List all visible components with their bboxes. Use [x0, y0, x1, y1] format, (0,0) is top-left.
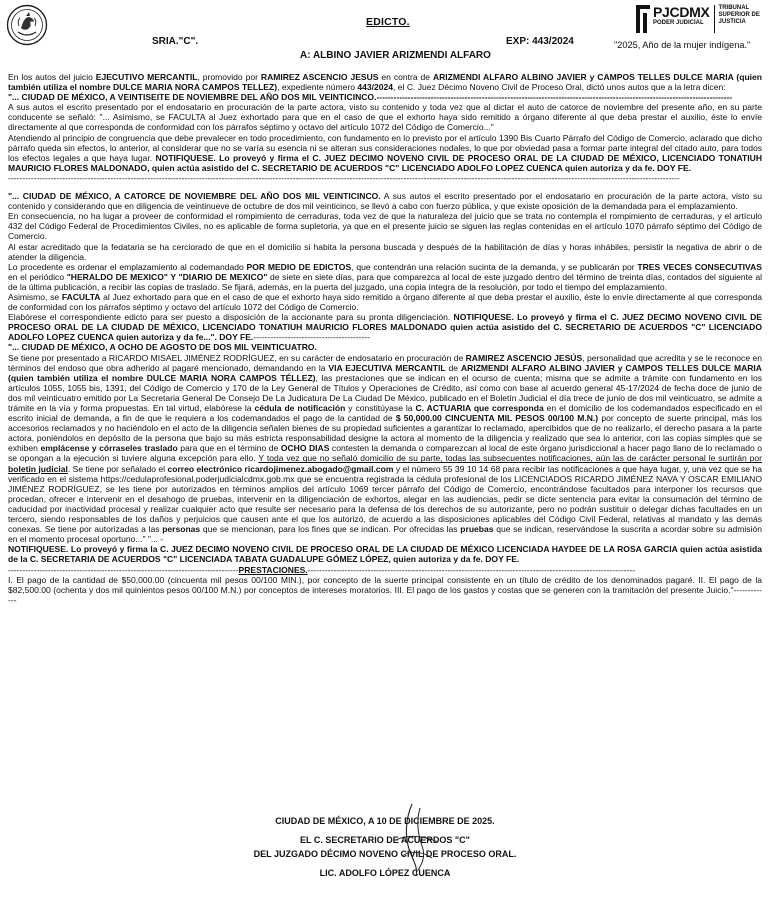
paragraph-5: En consecuencia, no ha lugar a proveer de conformidad el rompimiento de cerraduras, toda vez de que la naturaleza del juicio que se trata no contempla el rompimiento de cerraduras, y el artículo 432 del Código Federal de Procedimientos Civiles, no es aplicable de forma supletoria, ya que en el presente juicio se siguen las reglas contenidas en el artículo 1070 párrafo séptimo del Código de Comercio.	[8, 211, 762, 242]
footer-secretary-title: EL C. SECRETARIO DE ACUERDOS "C"	[300, 835, 470, 845]
paragraph-11: NOTIFIQUESE. Lo proveyó y firma la C. JUEZ DECIMO NOVENO CIVIL DE PROCESO ORAL DE LA CIUDAD DE MÉXICO LICENCIADA HAYDEE DE LA ROSA GARCIA quien actúa asistida de la C. SECRETARIA DE ACUERDOS "C" LICENCIADA TABATA GUADALUPE GÓMEZ LÓPEZ, quien autoriza y da fe. DOY FE.	[8, 544, 762, 565]
paragraph-8: Asimismo, se FACULTA al Juez exhortado para que en el caso de que el exhorto haya sido remitido a órgano diferente al que deba prestar el auxilio, éste lo envíe directamente al que corresponda de conformidad con los párrafos séptimo y octavo del artículo 1072 del Código de Comercio.	[8, 291, 762, 313]
footer-court-name: DEL JUZGADO DÉCIMO NOVENO CIVIL DE PROCESO ORAL.	[253, 849, 517, 859]
order-heading-1: "... CIUDAD DE MÉXICO, A VEINTISEITE DE NOVIEMBRE DEL AÑO DOS MIL VEINTICINCO.-----------------------------------------------------------------------------------------------------------------------------	[8, 92, 733, 103]
order-heading-3: "... CIUDAD DE MÉXICO, A OCHO DE AGOSTO DE DOS MIL VEINTICUATRO.	[8, 342, 317, 353]
coat-of-arms-seal	[6, 4, 48, 46]
paragraph-6: Al estar acreditado que la fedataria se ha cerciorado de que en el domicilio si habita la persona buscada y después de la habilitación de días y horas inhábiles, persistir la negativa de abrir o de atender la diligencia.	[8, 241, 762, 262]
paragraph-12: I. El pago de la cantidad de $50,000.00 (cincuenta mil pesos 00/100 MIN.), por concepto de la suerte principal consistente en un título de crédito de los denominados pagaré. II. El pago de la $82,500.00 (ochenta y dos mil quinientos pesos 00/100 M.N.) por conceptos de intereses moratorios. III. El pago de los gastos y costas que se generen con la tramitación del presente Juicio."-------------	[8, 574, 762, 605]
logo-right-text: TRIBUNAL SUPERIOR DE JUSTICIA	[718, 5, 760, 25]
addressee: A: ALBINO JAVIER ARIZMENDI ALFARO	[300, 50, 491, 61]
intro-paragraph: En los autos del juicio EJECUTIVO MERCANTIL, promovido por RAMIREZ ASCENCIO JESUS en contra de ARIZMENDI ALFARO ALBINO JAVIER y CAMPOS TELLES DULCE MARIA (quien también utiliza el nombre DULCE MARIA NORA CAMPOS TELLEZ), expediente número 443/2024, el C. Juez Décimo Noveno Civil de Proceso Oral, dictó unos autos que a la letra dicen:	[8, 72, 763, 93]
paragraph-2: A sus autos el escrito presentado por el endosatario en procuración de la parte actora, visto su contenido y toda vez que al dictar el auto de catorce de noviembre del presente año, en su parte conducente se señaló: "... Asimismo, se FACULTA al Juez exhortado para que en el caso de que el exhorto haya sido remitido a órgano diferente al que deba prestar el auxilio, éste lo envíe directamente al que corresponda de conformidad con los párrafos séptimo y octavo del artículo 1072 del Código de Comercio..."	[8, 102, 762, 133]
logo-sub-text: PODER JUDICIAL	[653, 20, 704, 26]
document-title: EDICTO.	[366, 16, 410, 28]
paragraph-7: Lo procedente es ordenar el emplazamiento al codemandado POR MEDIO DE EDICTOS, que contendrán una relación sucinta de la demanda, y se publicarán por TRES VECES CONSECUTIVAS en el periódico "HERALDO DE MEXICO" Y "DIARIO DE MEXICO" de siete en siete días, para que comparezca al local de este juzgado dentro del término de treinta días, contados del siguiente al de la última publicación, a recibir las copias de traslado. Se fijará, además, en la puerta del juzgado, una copia íntegra de la resolución, por todo el tiempo del emplazamiento.	[8, 261, 763, 292]
year-motto: "2025, Año de la mujer indígena."	[614, 40, 751, 50]
footer-date: CIUDAD DE MÉXICO, A 10 DE DICIEMBRE DE 2025.	[275, 816, 495, 826]
separator-line: --------------------------------------------------------------------------------------------------------------------------------------------------------------------------------------------------------------------------------------------	[8, 172, 680, 183]
edict-body	[8, 72, 762, 605]
pjcdmx-mark-icon	[636, 5, 650, 33]
paragraph-4: "... CIUDAD DE MÉXICO, A CATORCE DE NOVIEMBRE DEL AÑO DOS MIL VEINTICINCO. A sus autos el escrito presentado por el endosatario en procuración de la parte actora, visto su contenido y considerando que en diligencia de veintinueve de octubre de dos mil veinticinco, se llevó a cabo con fuerzo pública, y que existe oposición de la demandada para el emplazamiento.	[8, 191, 762, 212]
paragraph-10: Se tiene por presentado a RICARDO MISAEL JIMÉNEZ RODRÍGUEZ, en su carácter de endosatario en procuración de RAMIREZ ASCENCIO JESÚS, personalidad que acredita y se le reconoce en términos del endoso que obra adherido al pagaré mencionado, demandando en la VIA EJECUTIVA MERCANTIL de ARIZMENDI ALFARO ALBINO JAVIER y CAMPOS TELLES DULCE MARIA (quien también utiliza el nombre DULCE MARIA NORA CAMPOS TÉLLEZ), las prestaciones que se indican en el ocurso de cuenta; misma que se admite a trámite con fundamento en los artículos 1055, 1055 bis, 1391, del Código de Comercio y 170 de la Ley General de Títulos y Operaciones de Crédito, así como con base al acuerdo general 45-17/2024 de fecha doce de junio de dos mil veinticuatro emitido por La Secretaria General De Consejo De La Judicatura De La Ciudad De México, publicado en el Boletín Judicial el día trece de junio de dos mil veinticuatro, se admite a trámite en la vía y forma propuestas. En tal virtud, elabórese la cédula de notificación y constitúyase la C. ACTUARIA que corresponda en el domicilio de los codemandados especificado en el escrito inicial de demanda, a fin de que le requiera a los codemandados el pago de la cantidad de $ 50,000.00 CINCUENTA MIL PESOS 00/100 M.N.) por concepto de suerte principal, más los accesorios reclamados y no haciéndolo en el acto de la diligencia señalen bienes de su propiedad suficientes a garantizar lo reclamado, apercibidos que de no realizarlo, el derecho pasara a la parte actora, poniéndolos en depósito de la persona que bajo su más estricta responsabilidad designe la actora al momento de la diligencia y realizado que sea lo anterior, con las copias simples que se exhiben emplácense y córraseles traslado para que en el término de OCHO DIAS contesten la demanda o comparezcan al local de este órgano jurisdiccional a hacer pago llano de lo reclamado o se opongan a la ejecución si tuviere alguna excepción para ello. Y toda vez que no señaló domicilio de su parte, todas las subsecuentes notificaciones, aún las de carácter personal le surtirán por boletín judicial. Se tiene por señalado el correo electrónico ricardojimenez.abogado@gmail.com y el número 55 39 10 14 68 para recibir las notificaciones a que haya lugar, y, una vez que se ha verificado en el sistema https://cedulaprofesional.poderjudicialcdmx.gob.mx que se encuentra registrada la cédula profesional de los LICENCIADOS RICARDO JIMÉNEZ NAVA Y OSCAR EMILIANO JIMÉNEZ RODRÍGUEZ, se les tiene por autorizados en términos amplios del artículo 1069 tercer párrafo del Código de Comercio, encontrándose facultados para interponer los recursos que procedan, ofrecer e intervenir en el desahogo de pruebas, intervenir en la diligenciación de exhortos, alegar en las audiencias, pedir se dicte sentencia para evitar la consumación del término de caducidad por inactividad procesal y realizar cualquier acto que resulte ser necesario para la defensa de los derechos de su autorizante, pero no podrán sustituir o delegar dichas facultades en un tercero, siendo responsables de los daños y perjuicios que causen ante el que los autorizó, de acuerdo a las disposiciones aplicables del Código Civil Federal, relativas al mandato y las demás conexas. Se tiene por autorizadas a las personas que se mencionan, para los fines que se indican. Por ofrecidas las pruebas que se indican, reservándose la suscrita a acordar sobre su admisión en el momento procesal oportuno..." "... -	[8, 352, 763, 545]
logo-divider	[714, 5, 715, 33]
paragraph-9: Elabórese el correspondiente edicto para ser puesto a disposición de la accionante para su pronta diligenciación. NOTIFIQUESE. Lo proveyó y firma el C. JUEZ DECIMO NOVENO CIVIL DE PROCESO ORAL DE LA CIUDAD DE MÉXICO, LICENCIADO TONATIUH MAURICIO FLORES MALDONADO quien actúa asistido del C. SECRETARIO DE ACUERDOS "C" LICENCIADO ADOLFO LOPEZ CUENCA quien autoriza y da fe...". DOY FE.-----------------------------------------	[8, 312, 762, 343]
prestaciones-heading: ---------------------------------------------------------------------------------PRESTACIONES.-------------------------------------------------------------------------------------------------------------------	[8, 564, 636, 575]
case-number: EXP: 443/2024	[506, 36, 574, 47]
handwritten-signature	[376, 798, 456, 878]
footer-signer-name: LIC. ADOLFO LÓPEZ CUENCA	[319, 868, 451, 878]
secretary-label: SRIA."C".	[152, 36, 199, 47]
paragraph-3: Atendiendo al principio de congruencia que debe prevalecer en todo procedimiento, con fundamento en lo previsto por el artículo 1390 Bis Cuarto Párrafo del Código de Comercio, aclarado que dicho párrafo queda sin efectos, lo anterior, al considerar que no se varía su esencia ni se alteran sus consideraciones nodales, lo que por obviedad pasa a formar parte integral del citado auto, para todos los efectos legales a que haya lugar. NOTIFIQUESE. Lo proveyó y firma el C. JUEZ DECIMO NOVENO CIVIL DE PROCESO ORAL DE LA CIUDAD DE MÉXICO, LICENCIADO TONATIUH MAURICIO FLORES MALDONADO, quien actúa asistido del C. SECRETARIO DE ACUERDOS "C" LICENCIADO ADOLFO LOPEZ CUENCA quien autoriza y da fe. DOY FE.	[8, 132, 762, 173]
logo-main-text: PJCDMX	[653, 4, 710, 20]
pjcdmx-logo	[636, 5, 760, 33]
